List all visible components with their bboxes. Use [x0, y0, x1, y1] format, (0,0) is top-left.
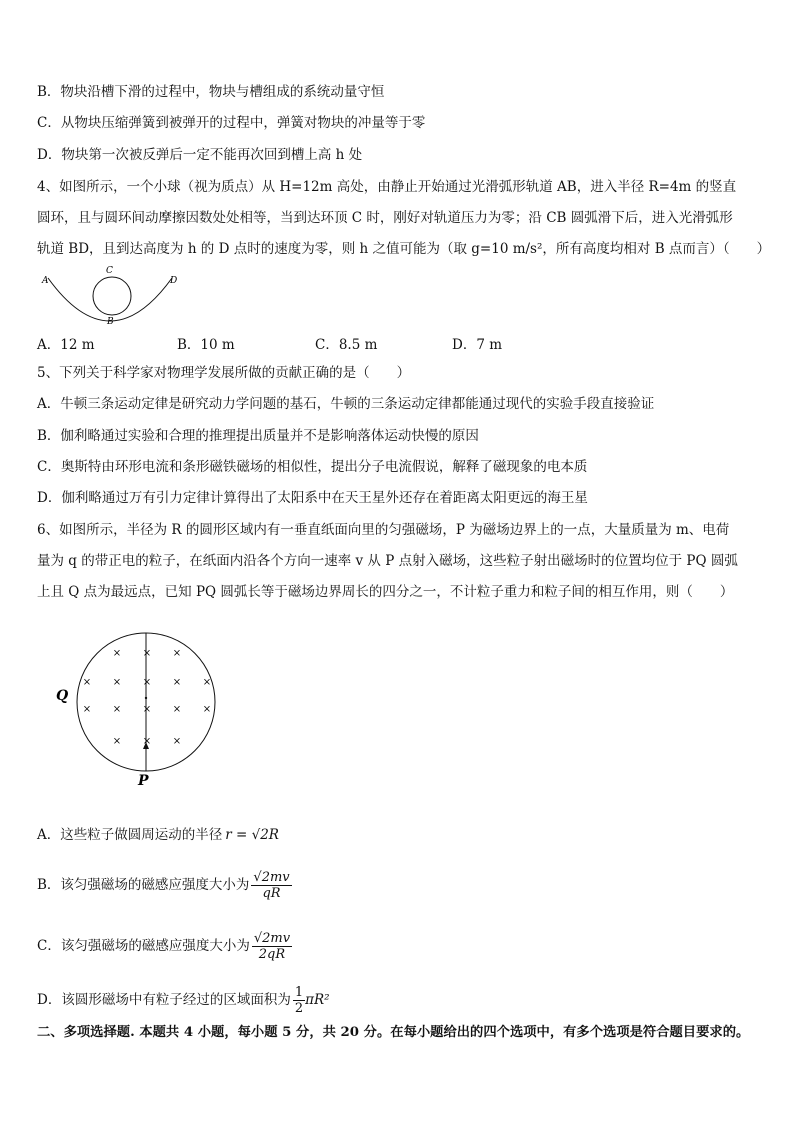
q3-option-b: B．物块沿槽下滑的过程中，物块与槽组成的系统动量守恒	[37, 84, 385, 100]
q5-option-c: C．奥斯特由环形电流和条形磁铁磁场的相似性，提出分子电流假说，解释了磁现象的电本质	[37, 459, 588, 475]
fraction-numerator: √2mv	[253, 870, 290, 885]
label-a: A	[42, 276, 49, 286]
q4-option-a: A．12 m	[37, 337, 95, 353]
q5-option-d: D．伽利略通过万有引力定律计算得出了太阳系中在天王星外还存在着距离太阳更远的海王星	[37, 490, 588, 506]
q4-option-b: B．10 m	[177, 337, 235, 353]
q6-magnetic-field-figure	[50, 628, 230, 788]
section-2-heading: 二、多项选择题. 本题共 4 小题，每小题 5 分，共 20 分。在每小题给出的四个选项中，有多个选项是符合题目要求的。	[37, 1025, 750, 1040]
fraction-denominator: 2qR	[258, 947, 286, 962]
q6-stem-line2: 量为 q 的带正电的粒子，在纸面内沿各个方向一速率 v 从 P 点射入磁场，这些粒子射出磁场时的位置均位于 PQ 圆弧	[37, 553, 738, 569]
q6-option-b	[37, 868, 292, 902]
q6-option-d	[37, 983, 330, 1017]
cross-mark: ×	[142, 648, 152, 659]
q4-option-c: C．8.5 m	[315, 337, 378, 353]
fraction-numerator: 1	[294, 985, 304, 1000]
q4-stem-line2: 圆环，且与圆环间动摩擦因数处处相等，当到达环顶 C 时，刚好对轨道压力为零；沿 CB 圆弧滑下后，进入光滑弧形	[37, 210, 733, 226]
q5-stem: 5、下列关于科学家对物理学发展所做的贡献正确的是（ ）	[37, 365, 411, 381]
cross-mark: ×	[112, 677, 122, 688]
cross-mark: ×	[112, 648, 122, 659]
cross-mark: ×	[172, 648, 182, 659]
q4-track-figure	[30, 260, 190, 328]
q6-option-a	[37, 826, 279, 844]
cross-mark: ×	[202, 677, 212, 688]
q6-option-b-text: B．该匀强磁场的磁感应强度大小为	[37, 877, 250, 893]
label-d: D	[170, 276, 178, 286]
cross-mark: ×	[172, 677, 182, 688]
q6-option-c-fraction	[252, 931, 292, 962]
q6-option-a-formula: r = √2R	[225, 827, 279, 843]
q6-option-d-tail: πR²	[305, 992, 330, 1008]
fraction-denominator: qR	[262, 886, 281, 901]
label-p: P	[138, 773, 149, 788]
q6-stem-line1: 6、如图所示，半径为 R 的圆形区域内有一垂直纸面向里的匀强磁场，P 为磁场边界上的一点，大量质量为 m、电荷	[37, 522, 730, 538]
label-q: Q	[56, 688, 69, 704]
cross-mark: ×	[142, 736, 152, 747]
cross-mark: ×	[172, 736, 182, 747]
cross-mark: ×	[82, 677, 92, 688]
q6-option-a-text: A．这些粒子做圆周运动的半径	[37, 827, 223, 843]
q6-option-b-fraction	[251, 870, 291, 901]
q6-stem-line3: 上且 Q 点为最远点，已知 PQ 圆弧长等于磁场边界周长的四分之一，不计粒子重力和粒子间的相互作用，则（ ）	[37, 584, 734, 600]
q6-option-c-text: C．该匀强磁场的磁感应强度大小为	[37, 938, 250, 954]
q5-option-b: B．伽利略通过实验和合理的推理提出质量并不是影响落体运动快慢的原因	[37, 428, 479, 444]
fraction-denominator: 2	[294, 1001, 304, 1016]
label-b: B	[107, 317, 114, 327]
cross-mark: ×	[202, 704, 212, 715]
center-dot	[145, 697, 147, 699]
cross-mark: ×	[112, 736, 122, 747]
cross-mark: ×	[142, 677, 152, 688]
q6-option-d-fraction	[293, 985, 305, 1016]
cross-mark: ×	[112, 704, 122, 715]
q4-stem-line1: 4、如图所示，一个小球（视为质点）从 H=12m 高处，由静止开始通过光滑弧形轨道 AB，进入半径 R=4m 的竖直	[37, 179, 737, 195]
q4-stem-line3: 轨道 BD，且到达高度为 h 的 D 点时的速度为零，则 h 之值可能为（取 g=10 m/s²，所有高度均相对 B 点而言）（ ）	[37, 241, 771, 257]
label-c: C	[106, 266, 113, 276]
cross-mark: ×	[172, 704, 182, 715]
cross-mark: ×	[142, 704, 152, 715]
loop-circle	[93, 277, 131, 315]
q3-option-d: D．物块第一次被反弹后一定不能再次回到槽上高 h 处	[37, 147, 363, 163]
cross-mark: ×	[82, 704, 92, 715]
q6-option-d-text: D．该圆形磁场中有粒子经过的区域面积为	[37, 992, 291, 1008]
q6-option-c	[37, 929, 292, 963]
q3-option-c: C．从物块压缩弹簧到被弹开的过程中，弹簧对物块的冲量等于零	[37, 115, 426, 131]
q4-option-d: D．7 m	[452, 337, 503, 353]
fraction-numerator: √2mv	[253, 931, 291, 946]
q5-option-a: A．牛顿三条运动定律是研究动力学问题的基石，牛顿的三条运动定律都能通过现代的实验手段直接验证	[37, 396, 655, 412]
